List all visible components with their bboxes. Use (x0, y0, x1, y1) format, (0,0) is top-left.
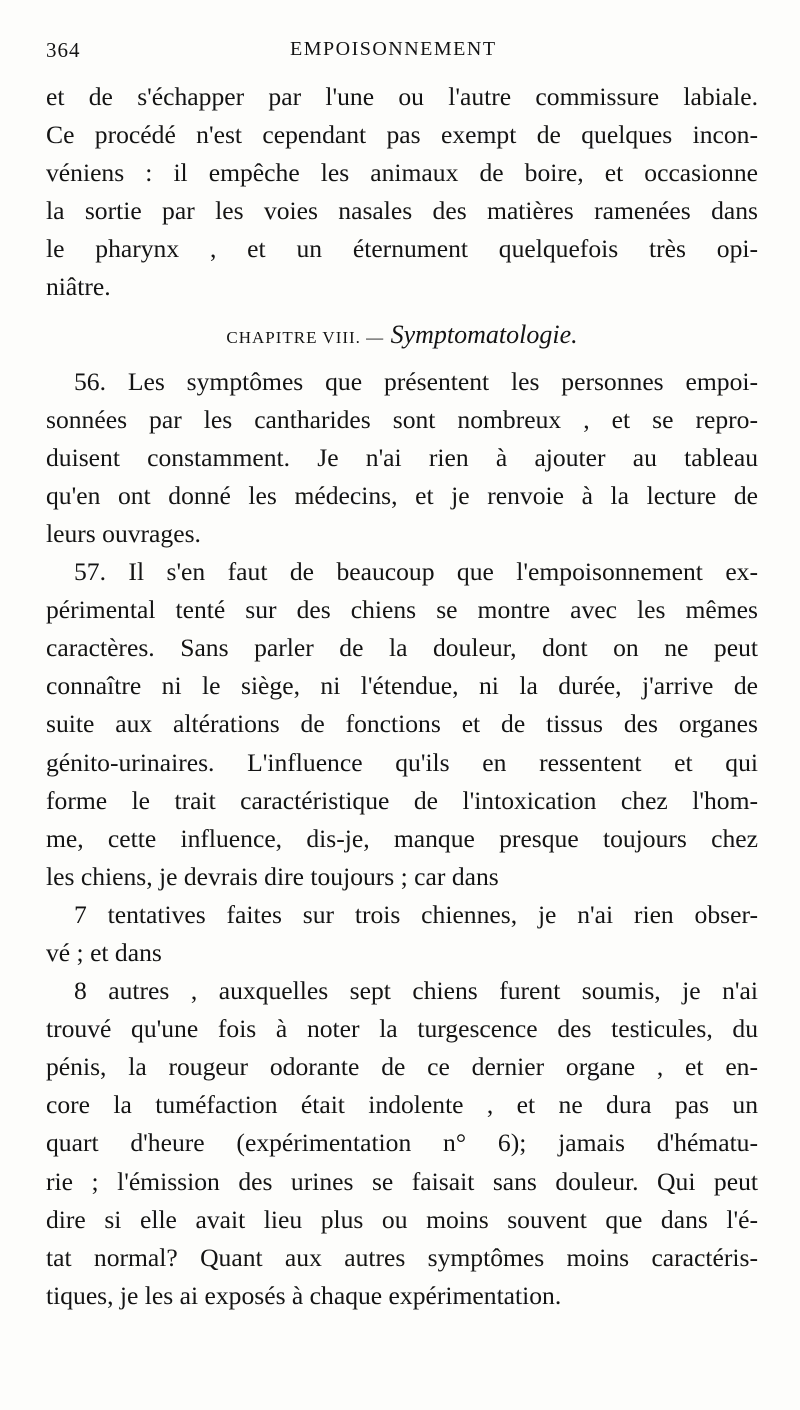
text-line: me, cette influence, dis-je, manque presque toujours chez (46, 823, 758, 853)
text-line: le pharynx , et un éternument quelquefois très opi- (46, 234, 758, 264)
text-line: sonnées par les cantharides sont nombreux , et se repro- (46, 404, 758, 434)
text-line: 8 autres , auxquelles sept chiens furent soumis, je n'ai (74, 976, 758, 1006)
text-line: caractères. Sans parler de la douleur, dont on ne peut (46, 633, 758, 663)
text-line: véniens : il empêche les animaux de boire, et occasionne (46, 158, 758, 188)
text-line: 57. Il s'en faut de beaucoup que l'empoisonnement ex- (74, 557, 758, 587)
text-line: 7 tentatives faites sur trois chiennes, je n'ai rien obser- (74, 899, 758, 929)
body-text (46, 78, 758, 1315)
chapter-label: CHAPITRE VIII. — (226, 327, 385, 347)
text-line: leurs ouvrages. (46, 518, 201, 548)
text-line: core la tuméfaction était indolente , et ne dura pas un (46, 1090, 758, 1120)
text-line: et de s'échapper par l'une ou l'autre commissure labiale. (46, 82, 758, 111)
text-line: les chiens, je devrais dire toujours ; car dans (46, 861, 499, 891)
running-head (46, 38, 754, 70)
text-line: Ce procédé n'est cependant pas exempt de quelques incon- (46, 120, 758, 150)
text-line: 56. Les symptômes que présentent les personnes empoi- (74, 366, 758, 396)
text-line: tiques, je les ai exposés à chaque expérimentation. (46, 1280, 562, 1310)
text-line: suite aux altérations de fonctions et de tissus des organes (46, 709, 758, 739)
text-line: vé ; et dans (46, 937, 162, 967)
text-line: niâtre. (46, 272, 111, 302)
chapter-title: Symptomatologie. (390, 319, 578, 349)
text-line: pénis, la rougeur odorante de ce dernier organe , et en- (46, 1052, 758, 1082)
text-line: génito-urinaires. L'influence qu'ils en ressentent et qui (46, 747, 758, 777)
text-line: forme le trait caractéristique de l'intoxication chez l'hom- (46, 785, 758, 815)
text-line: périmental tenté sur des chiens se montre avec les mêmes (46, 595, 758, 625)
text-line: qu'en ont donné les médecins, et je renvoie à la lecture de (46, 480, 758, 510)
text-line: la sortie par les voies nasales des matières ramenées dans (46, 196, 758, 226)
running-title: EMPOISONNEMENT (290, 38, 497, 60)
text-line: trouvé qu'une fois à noter la turgescence des testicules, du (46, 1014, 758, 1044)
page-number: 364 (46, 38, 81, 62)
chapter-heading (46, 307, 758, 363)
text-line: dire si elle avait lieu plus ou moins souvent que dans l'é- (46, 1204, 758, 1234)
text-line: duisent constamment. Je n'ai rien à ajouter au tableau (46, 442, 758, 472)
text-line: connaître ni le siège, ni l'étendue, ni la durée, j'arrive de (46, 671, 758, 701)
text-line: rie ; l'émission des urines se faisait sans douleur. Qui peut (46, 1166, 758, 1196)
text-line: quart d'heure (expérimentation n° 6); jamais d'hématu- (46, 1128, 758, 1158)
text-line: tat normal? Quant aux autres symptômes moins caractéris- (46, 1242, 758, 1272)
